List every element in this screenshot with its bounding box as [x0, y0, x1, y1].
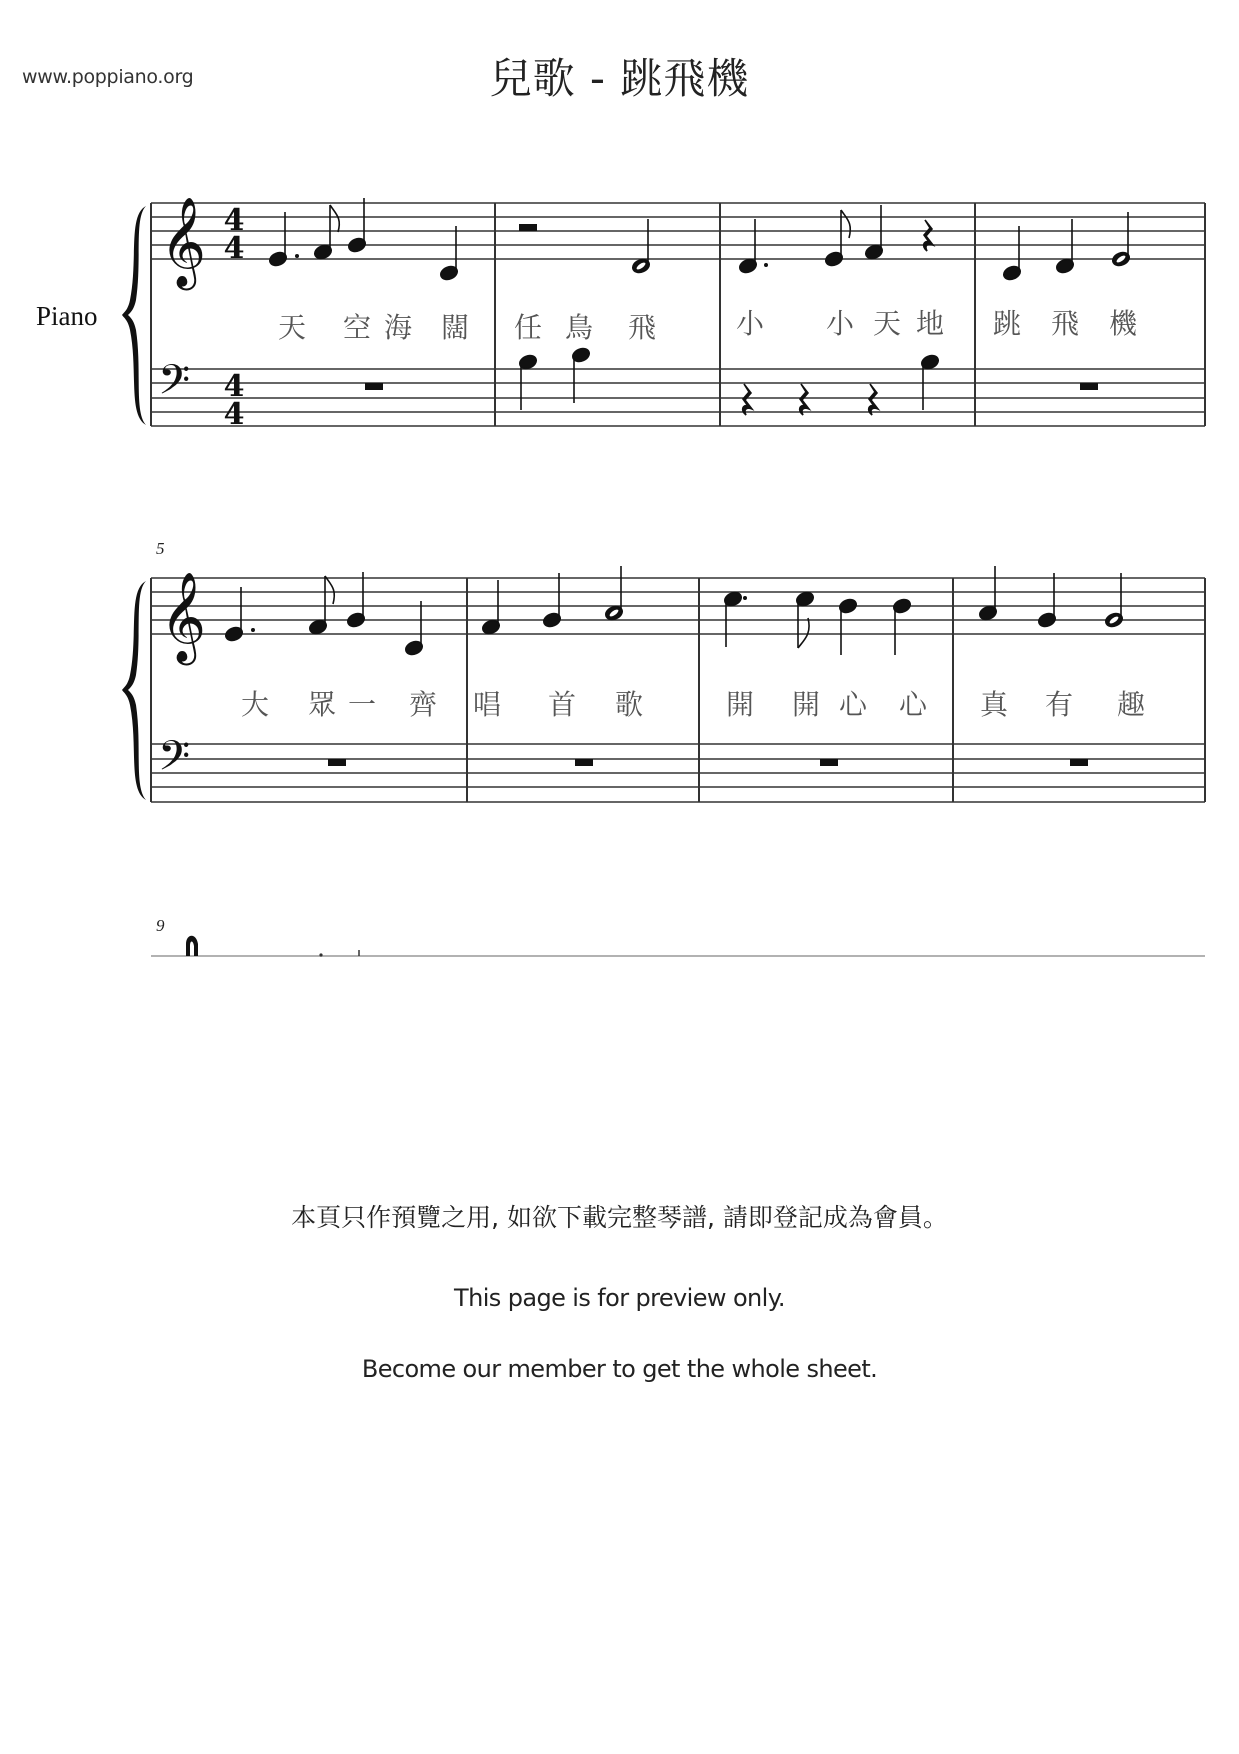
svg-text:飛: 飛 — [627, 311, 657, 344]
time-sig-bottom: 4 — [223, 231, 245, 266]
svg-text:有: 有 — [1044, 688, 1074, 721]
lyrics-system-2 — [241, 688, 1145, 721]
svg-text:海: 海 — [383, 311, 413, 344]
svg-text:天: 天 — [277, 311, 307, 344]
lyrics-system-1 — [278, 307, 1138, 344]
treble-clef-icon: 𝄞 — [160, 572, 207, 662]
notes-treble-s2 — [224, 566, 1124, 657]
svg-text:開: 開 — [725, 688, 755, 721]
svg-text:眾: 眾 — [307, 688, 337, 721]
measure-number: 5 — [156, 539, 165, 558]
svg-text:心: 心 — [898, 688, 928, 721]
bass-clef-icon: 𝄢 — [158, 732, 191, 790]
svg-text:趣: 趣 — [1116, 688, 1146, 721]
svg-text:鳥: 鳥 — [564, 311, 594, 344]
svg-text:真: 真 — [979, 688, 1009, 721]
notes-bass-s1 — [365, 346, 1098, 415]
svg-text:機: 機 — [1108, 307, 1138, 340]
svg-text:一: 一 — [347, 688, 377, 721]
svg-text:首: 首 — [547, 688, 577, 721]
system-1 — [36, 197, 1205, 432]
time-sig-top: 4 — [223, 203, 245, 238]
brace-icon — [122, 206, 146, 425]
svg-text:唱: 唱 — [472, 688, 502, 721]
treble-clef-icon: 𝄞 — [160, 197, 207, 287]
measure-number: 9 — [156, 916, 165, 935]
svg-text:地: 地 — [915, 307, 945, 340]
svg-text:天: 天 — [872, 307, 902, 340]
preview-notice-en-2: Become our member to get the whole sheet. — [361, 1355, 878, 1383]
time-sig-top-bass: 4 — [223, 369, 245, 404]
notes-treble-s1 — [268, 198, 1131, 282]
instrument-label: Piano — [36, 301, 98, 331]
system-3-truncated — [151, 916, 1205, 957]
svg-text:跳: 跳 — [992, 307, 1022, 340]
time-sig-bottom-bass: 4 — [223, 397, 245, 432]
brace-icon — [122, 581, 146, 800]
svg-text:齊: 齊 — [408, 688, 438, 721]
rests-bass-s2 — [328, 759, 1088, 766]
svg-text:空: 空 — [342, 311, 372, 344]
svg-text:歌: 歌 — [614, 688, 644, 721]
system-2 — [122, 539, 1205, 802]
svg-text:心: 心 — [838, 688, 868, 721]
song-title: 兒歌 - 跳飛機 — [489, 54, 750, 103]
bass-clef-icon: 𝄢 — [158, 356, 191, 414]
svg-text:飛: 飛 — [1050, 307, 1080, 340]
svg-text:闊: 闊 — [440, 311, 470, 344]
preview-notice-en-1: This page is for preview only. — [454, 1284, 785, 1312]
svg-text:小: 小 — [735, 307, 765, 340]
site-url: www.poppiano.org — [22, 66, 194, 88]
svg-text:開: 開 — [791, 688, 821, 721]
svg-text:大: 大 — [240, 688, 270, 721]
svg-text:小: 小 — [825, 307, 855, 340]
preview-notice-zh: 本頁只作預覽之用, 如欲下載完整琴譜, 請即登記成為會員。 — [291, 1203, 948, 1232]
svg-text:任: 任 — [513, 311, 543, 344]
